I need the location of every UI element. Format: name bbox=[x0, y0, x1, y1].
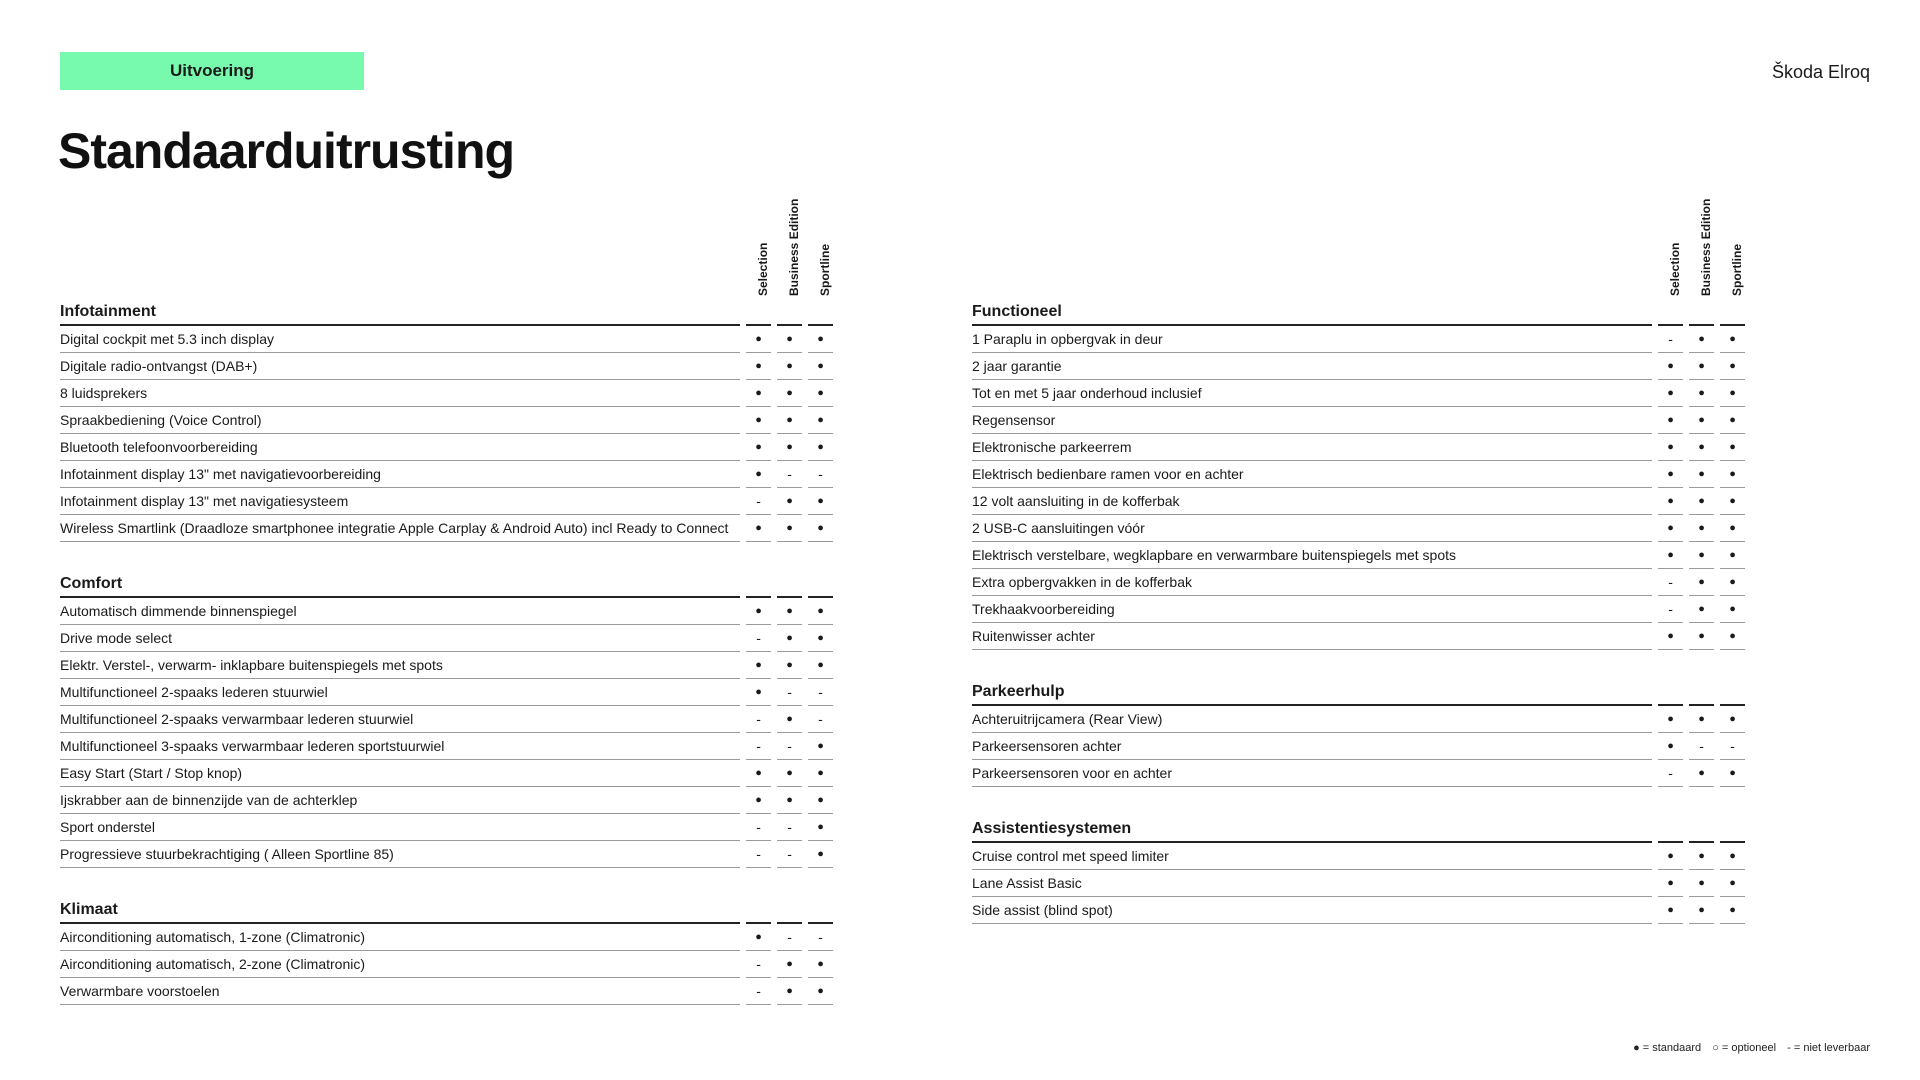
not-available-dash: - bbox=[1720, 733, 1745, 760]
not-available-dash: - bbox=[746, 951, 771, 978]
feature-label: Cruise control met speed limiter bbox=[972, 843, 1652, 870]
not-available-dash: - bbox=[746, 733, 771, 760]
column-rule bbox=[1689, 296, 1714, 326]
section-title: Infotainment bbox=[60, 296, 740, 326]
table-row bbox=[972, 515, 1745, 542]
standard-dot-icon: ● bbox=[1720, 623, 1745, 650]
column-header bbox=[1721, 200, 1752, 296]
standard-dot-icon: ● bbox=[1720, 706, 1745, 733]
table-row bbox=[60, 733, 833, 760]
legend-optional: ○ = optioneel bbox=[1712, 1042, 1777, 1054]
feature-label: Elektr. Verstel-, verwarm- inklapbare buitenspiegels met spots bbox=[60, 652, 740, 679]
section-header bbox=[972, 676, 1745, 706]
feature-label: Regensensor bbox=[972, 407, 1652, 434]
column-rule bbox=[1658, 296, 1683, 326]
section-parkeerhulp bbox=[972, 676, 1745, 787]
standard-dot-icon: ● bbox=[808, 787, 833, 814]
section-title: Comfort bbox=[60, 568, 740, 598]
table-row bbox=[60, 625, 833, 652]
feature-label: Elektronische parkeerrem bbox=[972, 434, 1652, 461]
not-available-dash: - bbox=[777, 814, 802, 841]
legend-not-available: - = niet leverbaar bbox=[1787, 1042, 1870, 1054]
section-infotainment bbox=[60, 296, 833, 542]
column-rule bbox=[777, 568, 802, 598]
feature-label: Automatisch dimmende binnenspiegel bbox=[60, 598, 740, 625]
table-row bbox=[60, 978, 833, 1005]
standard-dot-icon: ● bbox=[1689, 488, 1714, 515]
column-rule bbox=[1658, 813, 1683, 843]
standard-dot-icon: ● bbox=[1720, 542, 1745, 569]
column-rule bbox=[808, 894, 833, 924]
table-row bbox=[60, 515, 833, 542]
table-row bbox=[60, 679, 833, 706]
standard-dot-icon: ● bbox=[808, 978, 833, 1005]
column-rule bbox=[1720, 813, 1745, 843]
standard-dot-icon: ● bbox=[1658, 353, 1683, 380]
feature-label: Progressieve stuurbekrachtiging ( Alleen Sportline 85) bbox=[60, 841, 740, 868]
standard-dot-icon: ● bbox=[777, 978, 802, 1005]
table-row bbox=[972, 706, 1745, 733]
not-available-dash: - bbox=[777, 461, 802, 488]
standard-dot-icon: ● bbox=[1720, 870, 1745, 897]
standard-dot-icon: ● bbox=[808, 814, 833, 841]
standard-dot-icon: ● bbox=[746, 760, 771, 787]
table-row bbox=[972, 542, 1745, 569]
table-row bbox=[972, 596, 1745, 623]
standard-dot-icon: ● bbox=[808, 488, 833, 515]
section-title: Functioneel bbox=[972, 296, 1652, 326]
standard-dot-icon: ● bbox=[1658, 870, 1683, 897]
section-header bbox=[972, 813, 1745, 843]
standard-dot-icon: ● bbox=[1720, 569, 1745, 596]
standard-dot-icon: ● bbox=[1689, 706, 1714, 733]
standard-dot-icon: ● bbox=[1658, 380, 1683, 407]
section-assistentiesystemen bbox=[972, 813, 1745, 924]
standard-dot-icon: ● bbox=[777, 515, 802, 542]
standard-dot-icon: ● bbox=[746, 515, 771, 542]
not-available-dash: - bbox=[1658, 326, 1683, 353]
table-row bbox=[972, 760, 1745, 787]
table-row bbox=[60, 488, 833, 515]
standard-dot-icon: ● bbox=[1720, 488, 1745, 515]
standard-dot-icon: ● bbox=[1689, 897, 1714, 924]
not-available-dash: - bbox=[746, 706, 771, 733]
table-row bbox=[972, 569, 1745, 596]
standard-dot-icon: ● bbox=[777, 760, 802, 787]
standard-dot-icon: ● bbox=[1689, 407, 1714, 434]
section-gap bbox=[60, 542, 833, 568]
section-comfort bbox=[60, 568, 833, 868]
section-gap bbox=[60, 868, 833, 894]
standard-dot-icon: ● bbox=[1689, 596, 1714, 623]
standard-dot-icon: ● bbox=[1720, 515, 1745, 542]
section-gap bbox=[972, 650, 1745, 676]
not-available-dash: - bbox=[777, 924, 802, 951]
column-headers bbox=[972, 200, 1745, 296]
standard-dot-icon: ● bbox=[746, 461, 771, 488]
column-header-label: Selection bbox=[1667, 242, 1682, 296]
feature-label: Digitale radio-ontvangst (DAB+) bbox=[60, 353, 740, 380]
feature-label: Multifunctioneel 2-spaaks verwarmbaar lederen stuurwiel bbox=[60, 706, 740, 733]
standard-dot-icon: ● bbox=[1689, 623, 1714, 650]
standard-dot-icon: ● bbox=[808, 353, 833, 380]
table-row bbox=[60, 652, 833, 679]
legend bbox=[1625, 1042, 1870, 1054]
standard-dot-icon: ● bbox=[746, 353, 771, 380]
column-rule bbox=[777, 894, 802, 924]
standard-dot-icon: ● bbox=[746, 434, 771, 461]
column-rule bbox=[1689, 813, 1714, 843]
not-available-dash: - bbox=[746, 841, 771, 868]
table-row bbox=[972, 434, 1745, 461]
column-rule bbox=[1720, 296, 1745, 326]
feature-label: Multifunctioneel 2-spaaks lederen stuurwiel bbox=[60, 679, 740, 706]
standard-dot-icon: ● bbox=[1658, 461, 1683, 488]
column-header bbox=[778, 200, 809, 296]
standard-dot-icon: ● bbox=[1689, 542, 1714, 569]
standard-dot-icon: ● bbox=[777, 652, 802, 679]
feature-label: Infotainment display 13" met navigatiesysteem bbox=[60, 488, 740, 515]
table-row bbox=[60, 951, 833, 978]
table-row bbox=[60, 706, 833, 733]
feature-label: 2 jaar garantie bbox=[972, 353, 1652, 380]
page-title: Standaarduitrusting bbox=[58, 123, 515, 179]
feature-label: 12 volt aansluiting in de kofferbak bbox=[972, 488, 1652, 515]
equipment-table-right bbox=[972, 200, 1745, 924]
standard-dot-icon: ● bbox=[1689, 569, 1714, 596]
table-row bbox=[972, 488, 1745, 515]
standard-dot-icon: ● bbox=[1689, 760, 1714, 787]
column-rule bbox=[1689, 676, 1714, 706]
column-headers bbox=[60, 200, 833, 296]
standard-dot-icon: ● bbox=[1658, 843, 1683, 870]
standard-dot-icon: ● bbox=[808, 598, 833, 625]
standard-dot-icon: ● bbox=[777, 625, 802, 652]
standard-dot-icon: ● bbox=[1689, 353, 1714, 380]
feature-label: Side assist (blind spot) bbox=[972, 897, 1652, 924]
not-available-dash: - bbox=[1658, 596, 1683, 623]
not-available-dash: - bbox=[808, 679, 833, 706]
standard-dot-icon: ● bbox=[808, 841, 833, 868]
feature-label: Achteruitrijcamera (Rear View) bbox=[972, 706, 1652, 733]
column-rule bbox=[1720, 676, 1745, 706]
standard-dot-icon: ● bbox=[808, 652, 833, 679]
standard-dot-icon: ● bbox=[808, 515, 833, 542]
standard-dot-icon: ● bbox=[1720, 760, 1745, 787]
table-row bbox=[60, 841, 833, 868]
standard-dot-icon: ● bbox=[746, 924, 771, 951]
section-functioneel bbox=[972, 296, 1745, 650]
not-available-dash: - bbox=[777, 841, 802, 868]
not-available-dash: - bbox=[1658, 760, 1683, 787]
column-rule bbox=[746, 894, 771, 924]
standard-dot-icon: ● bbox=[1658, 488, 1683, 515]
standard-dot-icon: ● bbox=[808, 951, 833, 978]
feature-label: Parkeersensoren voor en achter bbox=[972, 760, 1652, 787]
standard-dot-icon: ● bbox=[1720, 843, 1745, 870]
column-header-label: Business Edition bbox=[1698, 198, 1713, 296]
feature-label: Infotainment display 13" met navigatievoorbereiding bbox=[60, 461, 740, 488]
standard-dot-icon: ● bbox=[1689, 843, 1714, 870]
standard-dot-icon: ● bbox=[777, 353, 802, 380]
column-header-label: Sportline bbox=[1729, 243, 1744, 296]
feature-label: Spraakbediening (Voice Control) bbox=[60, 407, 740, 434]
table-row bbox=[60, 434, 833, 461]
standard-dot-icon: ● bbox=[777, 787, 802, 814]
feature-label: Bluetooth telefoonvoorbereiding bbox=[60, 434, 740, 461]
standard-dot-icon: ● bbox=[1720, 897, 1745, 924]
not-available-dash: - bbox=[746, 978, 771, 1005]
standard-dot-icon: ● bbox=[1720, 434, 1745, 461]
standard-dot-icon: ● bbox=[808, 434, 833, 461]
standard-dot-icon: ● bbox=[746, 787, 771, 814]
column-rule bbox=[746, 568, 771, 598]
column-header-label: Sportline bbox=[817, 243, 832, 296]
standard-dot-icon: ● bbox=[808, 760, 833, 787]
feature-label: Sport onderstel bbox=[60, 814, 740, 841]
section-header bbox=[60, 568, 833, 598]
feature-label: Parkeersensoren achter bbox=[972, 733, 1652, 760]
table-row bbox=[972, 897, 1745, 924]
standard-dot-icon: ● bbox=[746, 326, 771, 353]
table-row bbox=[972, 380, 1745, 407]
column-header bbox=[1659, 200, 1690, 296]
table-row bbox=[972, 733, 1745, 760]
standard-dot-icon: ● bbox=[1689, 326, 1714, 353]
not-available-dash: - bbox=[746, 814, 771, 841]
table-row bbox=[972, 353, 1745, 380]
standard-dot-icon: ● bbox=[1658, 897, 1683, 924]
section-header bbox=[60, 296, 833, 326]
section-title: Klimaat bbox=[60, 894, 740, 924]
equipment-table-left bbox=[60, 200, 833, 1005]
standard-dot-icon: ● bbox=[1720, 407, 1745, 434]
standard-dot-icon: ● bbox=[1720, 353, 1745, 380]
not-available-dash: - bbox=[1658, 569, 1683, 596]
table-row bbox=[60, 407, 833, 434]
not-available-dash: - bbox=[777, 679, 802, 706]
standard-dot-icon: ● bbox=[777, 407, 802, 434]
column-rule bbox=[808, 296, 833, 326]
section-title: Assistentiesystemen bbox=[972, 813, 1652, 843]
standard-dot-icon: ● bbox=[746, 407, 771, 434]
table-row bbox=[60, 760, 833, 787]
standard-dot-icon: ● bbox=[777, 598, 802, 625]
standard-dot-icon: ● bbox=[1720, 380, 1745, 407]
not-available-dash: - bbox=[1689, 733, 1714, 760]
feature-label: Airconditioning automatisch, 1-zone (Climatronic) bbox=[60, 924, 740, 951]
section-title: Parkeerhulp bbox=[972, 676, 1652, 706]
standard-dot-icon: ● bbox=[1720, 461, 1745, 488]
table-row bbox=[972, 326, 1745, 353]
feature-label: 2 USB-C aansluitingen vóór bbox=[972, 515, 1652, 542]
feature-label: Multifunctioneel 3-spaaks verwarmbaar lederen sportstuurwiel bbox=[60, 733, 740, 760]
standard-dot-icon: ● bbox=[1720, 326, 1745, 353]
section-header bbox=[972, 296, 1745, 326]
feature-label: Ruitenwisser achter bbox=[972, 623, 1652, 650]
feature-label: Extra opbergvakken in de kofferbak bbox=[972, 569, 1652, 596]
column-rule bbox=[808, 568, 833, 598]
standard-dot-icon: ● bbox=[1658, 706, 1683, 733]
table-row bbox=[60, 814, 833, 841]
standard-dot-icon: ● bbox=[808, 733, 833, 760]
standard-dot-icon: ● bbox=[808, 407, 833, 434]
legend-standard: ● = standaard bbox=[1633, 1042, 1702, 1054]
brand-label: Škoda Elroq bbox=[1771, 62, 1870, 82]
standard-dot-icon: ● bbox=[1689, 515, 1714, 542]
standard-dot-icon: ● bbox=[1658, 407, 1683, 434]
column-rule bbox=[746, 296, 771, 326]
table-row bbox=[972, 843, 1745, 870]
not-available-dash: - bbox=[808, 706, 833, 733]
section-badge: Uitvoering bbox=[60, 52, 364, 90]
feature-label: Digital cockpit met 5.3 inch display bbox=[60, 326, 740, 353]
standard-dot-icon: ● bbox=[777, 706, 802, 733]
column-rule bbox=[777, 296, 802, 326]
feature-label: Airconditioning automatisch, 2-zone (Climatronic) bbox=[60, 951, 740, 978]
standard-dot-icon: ● bbox=[1658, 733, 1683, 760]
column-header-label: Business Edition bbox=[786, 198, 801, 296]
table-row bbox=[60, 326, 833, 353]
standard-dot-icon: ● bbox=[1689, 870, 1714, 897]
feature-label: Easy Start (Start / Stop knop) bbox=[60, 760, 740, 787]
standard-dot-icon: ● bbox=[777, 326, 802, 353]
standard-dot-icon: ● bbox=[808, 326, 833, 353]
column-rule bbox=[1658, 676, 1683, 706]
standard-dot-icon: ● bbox=[777, 380, 802, 407]
not-available-dash: - bbox=[808, 461, 833, 488]
feature-label: Lane Assist Basic bbox=[972, 870, 1652, 897]
column-header bbox=[1690, 200, 1721, 296]
column-header bbox=[747, 200, 778, 296]
standard-dot-icon: ● bbox=[1689, 434, 1714, 461]
standard-dot-icon: ● bbox=[1658, 515, 1683, 542]
table-row bbox=[60, 787, 833, 814]
standard-dot-icon: ● bbox=[746, 598, 771, 625]
standard-dot-icon: ● bbox=[746, 652, 771, 679]
table-row bbox=[60, 380, 833, 407]
table-row bbox=[972, 407, 1745, 434]
feature-label: Ijskrabber aan de binnenzijde van de achterklep bbox=[60, 787, 740, 814]
feature-label: Elektrisch bedienbare ramen voor en achter bbox=[972, 461, 1652, 488]
feature-label: Tot en met 5 jaar onderhoud inclusief bbox=[972, 380, 1652, 407]
standard-dot-icon: ● bbox=[777, 434, 802, 461]
standard-dot-icon: ● bbox=[1658, 542, 1683, 569]
feature-label: Trekhaakvoorbereiding bbox=[972, 596, 1652, 623]
table-row bbox=[972, 870, 1745, 897]
table-row bbox=[60, 461, 833, 488]
table-row bbox=[60, 598, 833, 625]
standard-dot-icon: ● bbox=[746, 679, 771, 706]
feature-label: 1 Paraplu in opbergvak in deur bbox=[972, 326, 1652, 353]
not-available-dash: - bbox=[808, 924, 833, 951]
standard-dot-icon: ● bbox=[1689, 380, 1714, 407]
feature-label: Wireless Smartlink (Draadloze smartphonee integratie Apple Carplay & Android Auto) incl Ready to Connect bbox=[60, 515, 740, 542]
feature-label: Verwarmbare voorstoelen bbox=[60, 978, 740, 1005]
table-row bbox=[60, 353, 833, 380]
feature-label: Elektrisch verstelbare, wegklapbare en verwarmbare buitenspiegels met spots bbox=[972, 542, 1652, 569]
standard-dot-icon: ● bbox=[777, 951, 802, 978]
not-available-dash: - bbox=[746, 488, 771, 515]
standard-dot-icon: ● bbox=[1658, 434, 1683, 461]
section-gap bbox=[972, 787, 1745, 813]
feature-label: 8 luidsprekers bbox=[60, 380, 740, 407]
standard-dot-icon: ● bbox=[746, 380, 771, 407]
standard-dot-icon: ● bbox=[808, 380, 833, 407]
standard-dot-icon: ● bbox=[808, 625, 833, 652]
section-klimaat bbox=[60, 894, 833, 1005]
table-row bbox=[60, 924, 833, 951]
standard-dot-icon: ● bbox=[1658, 623, 1683, 650]
section-header bbox=[60, 894, 833, 924]
table-row bbox=[972, 461, 1745, 488]
not-available-dash: - bbox=[746, 625, 771, 652]
column-header bbox=[809, 200, 840, 296]
standard-dot-icon: ● bbox=[1689, 461, 1714, 488]
standard-dot-icon: ● bbox=[1720, 596, 1745, 623]
feature-label: Drive mode select bbox=[60, 625, 740, 652]
column-header-label: Selection bbox=[755, 242, 770, 296]
standard-dot-icon: ● bbox=[777, 488, 802, 515]
not-available-dash: - bbox=[777, 733, 802, 760]
table-row bbox=[972, 623, 1745, 650]
